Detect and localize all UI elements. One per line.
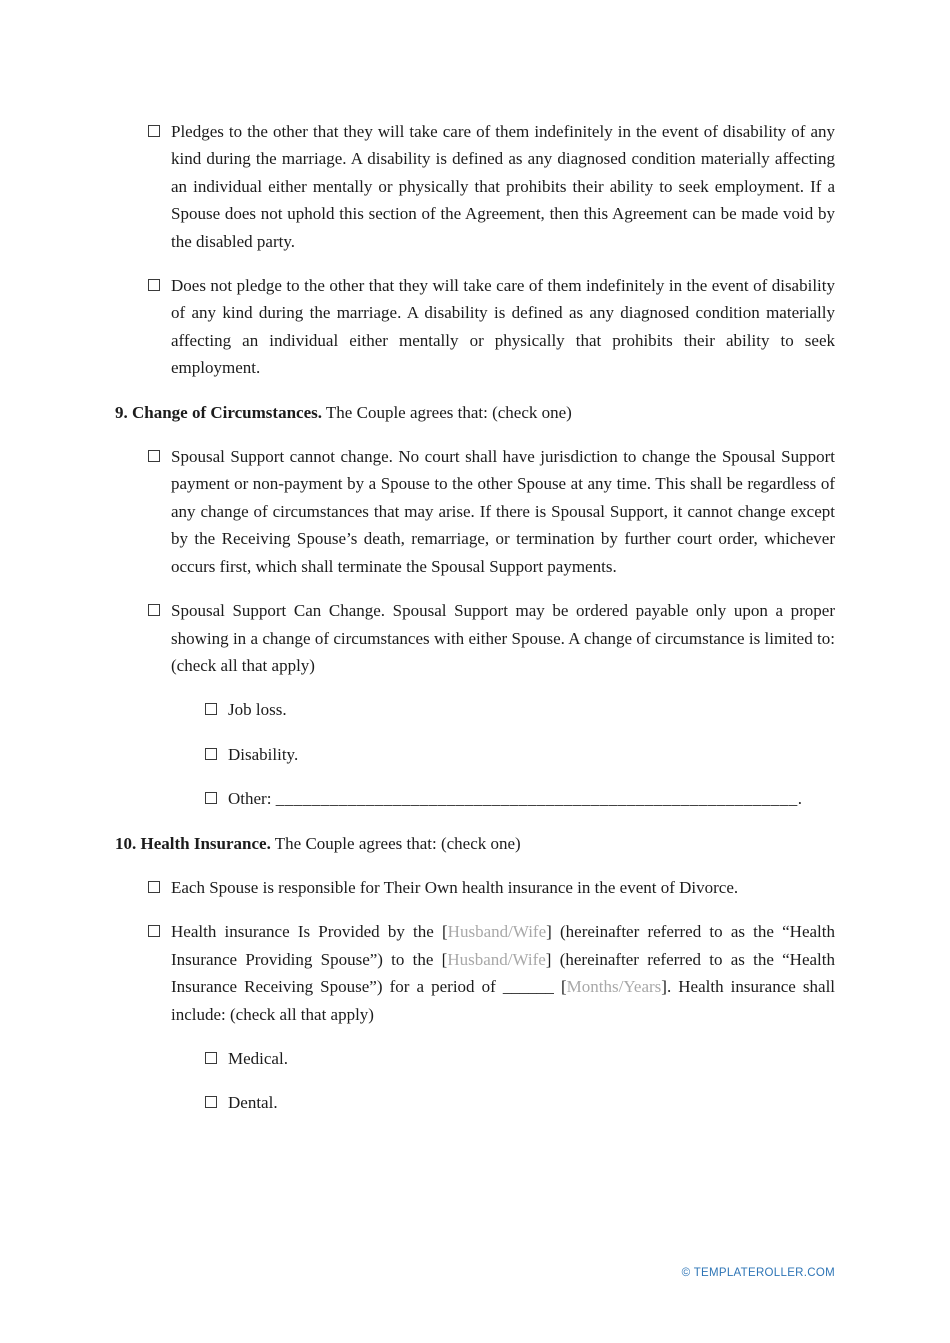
option-no-pledge-care [115,272,835,382]
text-segment-1: Health insurance Is Provided by the [ [171,922,448,942]
option-own-insurance [115,874,835,901]
document-content [115,118,835,1117]
option-insurance-provided [115,918,835,1028]
other-period: . [797,789,802,809]
husband-wife-placeholder-2[interactable]: Husband/Wife [447,949,546,969]
section-10-intro: The Couple agrees that: (check one) [270,833,521,853]
section-10-title: 10. Health Insurance. [115,833,271,853]
copyright-symbol: © [681,1267,694,1279]
text-segment-3: ] (hereinafter referred to as the “Health Insurance Receiving Spouse”) for a period of ______ [ [171,949,835,997]
option-other [115,785,835,812]
section-9-title: 9. Change of Circumstances. [115,402,322,422]
text-segment-2: ] (hereinafter referred to as the “Health Insurance Providing Spouse”) to the [ [171,922,835,969]
job-loss-text: Job loss. [228,700,287,720]
option-disability [115,741,835,768]
other-label: Other: [228,789,276,809]
disability-text [228,741,835,768]
own-insurance-checkbox[interactable] [148,881,160,893]
other-checkbox[interactable] [205,792,217,804]
option-support-cannot-change [115,443,835,580]
pledges-care-checkbox[interactable] [148,125,160,137]
page-footer [682,1267,835,1279]
dental-text: Dental. [228,1093,278,1113]
no-pledge-care-text: Does not pledge to the other that they will take care of them indefinitely in the event of disability of any kind during the marriage. A disability is defined as any diagnosed condition materially affecting an individual either mentally or physically that prohibits their ability to seek employment. [171,276,835,378]
other-text [228,785,835,812]
medical-text: Medical. [228,1048,288,1068]
job-loss-checkbox[interactable] [205,703,217,715]
support-can-change-text: Spousal Support Can Change. Spousal Support may be ordered payable only upon a proper showing in a change of circumstances with either Spouse. A change of circumstance is limited to: (check all that apply) [171,601,835,675]
no-pledge-care-checkbox[interactable] [148,279,160,291]
section-9-heading [115,399,835,426]
section-9-intro: The Couple agrees that: (check one) [321,402,572,422]
insurance-provided-text [171,918,835,1028]
disability-label: Disability. [228,744,299,764]
own-insurance-text: Each Spouse is responsible for Their Own health insurance in the event of Divorce. [171,877,739,897]
option-dental [115,1089,835,1116]
insurance-provided-checkbox[interactable] [148,925,160,937]
other-blank-field[interactable]: __________________________________________________________ [275,789,798,809]
templateroller-link[interactable]: TEMPLATEROLLER.COM [693,1267,835,1279]
support-can-change-checkbox[interactable] [148,604,160,616]
support-cannot-change-checkbox[interactable] [148,450,160,462]
husband-wife-placeholder-1[interactable]: Husband/Wife [447,922,547,942]
dental-checkbox[interactable] [205,1096,217,1108]
option-support-can-change [115,597,835,679]
option-pledges-care [115,118,835,255]
option-job-loss [115,696,835,723]
option-medical [115,1045,835,1072]
section-10-heading [115,830,835,857]
medical-checkbox[interactable] [205,1052,217,1064]
text-segment-4: ]. Health insurance shall include: (check all that apply) [171,977,836,1024]
disability-checkbox[interactable] [205,748,217,760]
support-cannot-change-text: Spousal Support cannot change. No court shall have jurisdiction to change the Spousal Support payment or non-payment by a Spouse to the other Spouse at any time. This shall be regardless of any change of circumstances that may arise. If there is Spousal Support, it cannot change except by the Receiving Spouse’s death, remarriage, or termination by further court order, whichever occurs first, which shall terminate the Spousal Support payments. [171,447,835,576]
months-years-placeholder[interactable]: Months/Years [566,977,662,997]
pledges-care-text: Pledges to the other that they will take care of them indefinitely in the event of disability of any kind during the marriage. A disability is defined as any diagnosed condition materially affecting an individual either mentally or physically that prohibits their ability to seek employment. If a Spouse does not uphold this section of the Agreement, then this Agreement can be made void by the disabled party. [171,122,835,251]
